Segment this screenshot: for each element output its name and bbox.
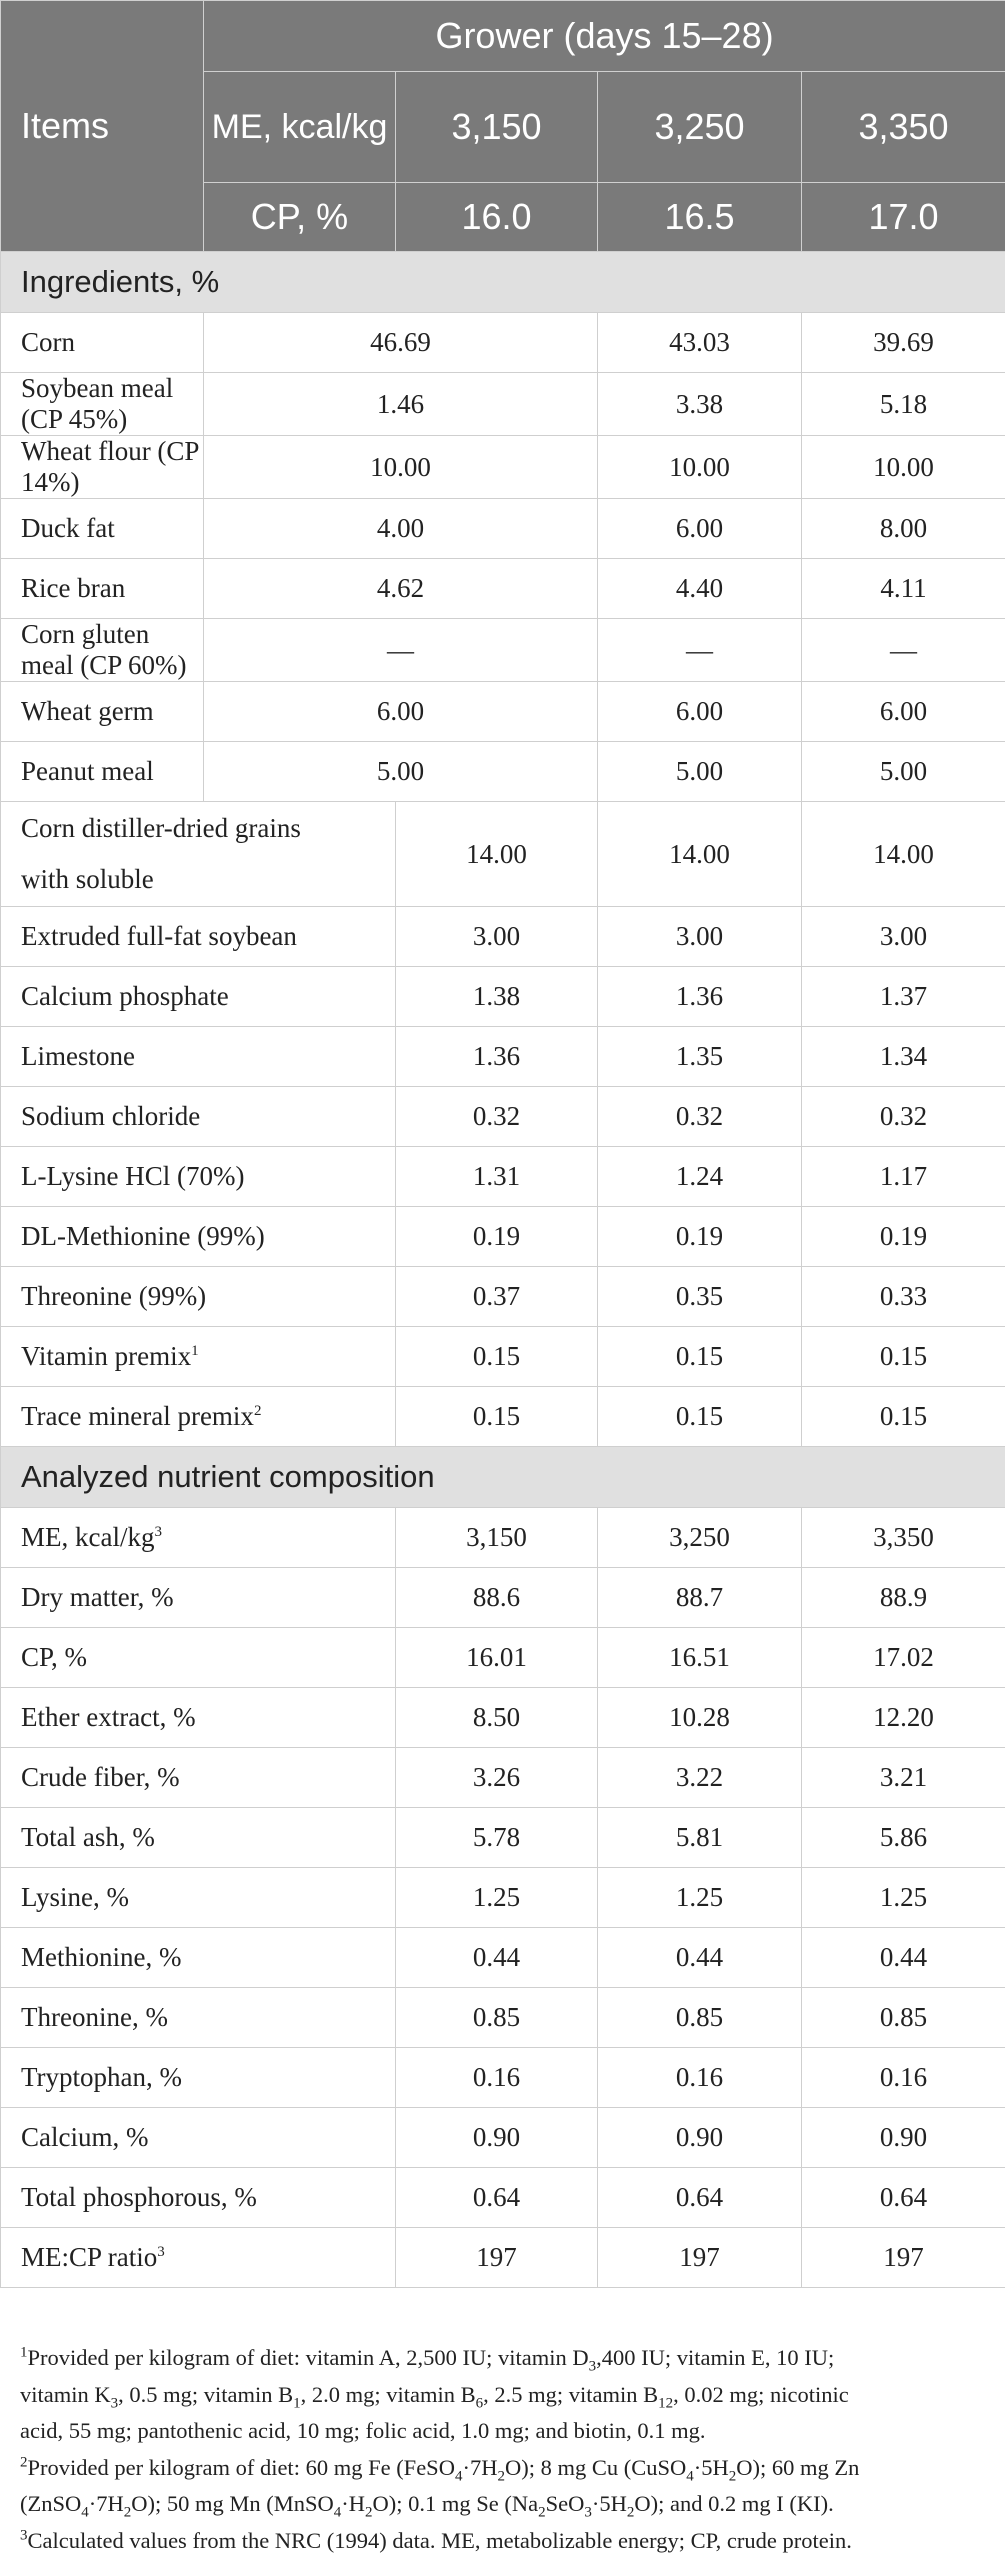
- table-row: [1, 2228, 1005, 2288]
- table-row: [1, 499, 1005, 559]
- row-value: 8.00: [802, 499, 1005, 559]
- row-label: DL-Methionine (99%): [1, 1207, 396, 1267]
- row-label: Tryptophan, %: [1, 2048, 396, 2108]
- row-value: 10.00: [204, 436, 598, 499]
- row-value: 0.64: [802, 2168, 1005, 2228]
- row-value: 1.31: [396, 1147, 598, 1207]
- row-value: 88.9: [802, 1568, 1005, 1628]
- row-value: 0.15: [802, 1327, 1005, 1387]
- row-label: Wheat flour (CP 14%): [1, 436, 204, 499]
- row-value: 0.19: [396, 1207, 598, 1267]
- me-header-value: 3,150: [396, 72, 598, 183]
- row-value: 0.16: [802, 2048, 1005, 2108]
- row-label: Lysine, %: [1, 1868, 396, 1928]
- footnote-sub: 2: [497, 2468, 505, 2484]
- table-row: [1, 2108, 1005, 2168]
- header-row-phase: [1, 1, 1005, 72]
- cp-header-label: CP, %: [204, 183, 396, 252]
- row-value: 0.16: [396, 2048, 598, 2108]
- row-value: 0.85: [598, 1988, 802, 2048]
- table-row: [1, 1508, 1005, 1568]
- row-value: 14.00: [598, 802, 802, 907]
- footnote-3: [20, 2523, 1005, 2560]
- footnote-text: Provided per kilogram of diet: 60 mg Fe (FeSO: [27, 2454, 455, 2480]
- row-value: 3.26: [396, 1748, 598, 1808]
- row-value: 43.03: [598, 313, 802, 373]
- table-row: [1, 1027, 1005, 1087]
- row-value: 1.37: [802, 967, 1005, 1027]
- table-row: [1, 1207, 1005, 1267]
- row-label-text: Trace mineral premix: [21, 1401, 254, 1431]
- table-row: [1, 802, 1005, 907]
- row-value: 0.64: [598, 2168, 802, 2228]
- footnote-2: [20, 2450, 1005, 2523]
- row-value: 3.21: [802, 1748, 1005, 1808]
- row-value: 3.00: [802, 907, 1005, 967]
- row-value: 5.78: [396, 1808, 598, 1868]
- footnote-sub: 12: [658, 2395, 674, 2411]
- row-label: Limestone: [1, 1027, 396, 1087]
- row-value: 8.50: [396, 1688, 598, 1748]
- row-label: Dry matter, %: [1, 1568, 396, 1628]
- footnote-text: acid, 55 mg; pantothenic acid, 10 mg; folic acid, 1.0 mg; and biotin, 0.1 mg.: [20, 2418, 706, 2443]
- footnote-sub: 4: [333, 2504, 342, 2521]
- footnote-text: SeO: [545, 2491, 585, 2516]
- row-value: 4.40: [598, 559, 802, 619]
- row-label: Corn gluten meal (CP 60%): [1, 619, 204, 682]
- items-header: Items: [1, 1, 204, 252]
- table-row: [1, 1868, 1005, 1928]
- footnote-marker: 3: [20, 2527, 28, 2543]
- footnote-sub: 3: [584, 2504, 592, 2521]
- table-row: [1, 1988, 1005, 2048]
- footnote-sub: 3: [110, 2395, 119, 2411]
- footnote-ref: 3: [154, 1524, 162, 1540]
- footnote-ref: 1: [191, 1343, 199, 1359]
- table-row: [1, 559, 1005, 619]
- footnote-sub: 4: [686, 2468, 694, 2484]
- row-value: 1.25: [598, 1868, 802, 1928]
- me-header-value: 3,350: [802, 72, 1005, 183]
- row-value: 4.00: [204, 499, 598, 559]
- row-label: Soybean meal (CP 45%): [1, 373, 204, 436]
- row-value: 88.7: [598, 1568, 802, 1628]
- row-value: 1.25: [396, 1868, 598, 1928]
- section-row-nutrients: [1, 1447, 1005, 1508]
- table-row: [1, 682, 1005, 742]
- row-value: 16.01: [396, 1628, 598, 1688]
- table-row: [1, 742, 1005, 802]
- row-value: —: [204, 619, 598, 682]
- row-value: 0.15: [598, 1327, 802, 1387]
- row-value: 0.90: [598, 2108, 802, 2168]
- row-value: 197: [396, 2228, 598, 2288]
- table-row: [1, 1808, 1005, 1868]
- row-label: Calcium phosphate: [1, 967, 396, 1027]
- row-value: 0.32: [396, 1087, 598, 1147]
- row-value: 88.6: [396, 1568, 598, 1628]
- footnote-text: vitamin K: [20, 2381, 111, 2407]
- table-row: [1, 619, 1005, 682]
- row-label-line: with soluble: [21, 864, 154, 894]
- table-row: [1, 313, 1005, 373]
- row-label-line: Corn distiller-dried grains: [21, 813, 301, 843]
- row-value: 5.18: [802, 373, 1005, 436]
- row-value: 3.38: [598, 373, 802, 436]
- phase-header: Grower (days 15–28): [204, 1, 1005, 72]
- row-value: 4.62: [204, 559, 598, 619]
- row-value: 197: [598, 2228, 802, 2288]
- row-value: 0.85: [396, 1988, 598, 2048]
- row-value: 0.15: [802, 1387, 1005, 1447]
- row-label: Ether extract, %: [1, 1688, 396, 1748]
- row-label: [1, 1508, 396, 1568]
- table-row: [1, 436, 1005, 499]
- row-label: Total phosphorous, %: [1, 2168, 396, 2228]
- row-value: 5.86: [802, 1808, 1005, 1868]
- table-footnotes: [0, 2340, 1005, 2559]
- row-value: 17.02: [802, 1628, 1005, 1688]
- row-value: 1.34: [802, 1027, 1005, 1087]
- table-row: [1, 1628, 1005, 1688]
- row-value: 3,150: [396, 1508, 598, 1568]
- table-row: [1, 967, 1005, 1027]
- row-value: 0.44: [598, 1928, 802, 1988]
- row-value: 0.15: [396, 1387, 598, 1447]
- row-label-text: ME:CP ratio: [21, 2242, 158, 2272]
- footnote-sub: 2: [728, 2468, 737, 2484]
- row-value: 0.44: [802, 1928, 1005, 1988]
- row-value: 1.17: [802, 1147, 1005, 1207]
- footnote-sub: 2: [626, 2504, 635, 2521]
- row-value: 0.90: [802, 2108, 1005, 2168]
- row-value: 0.44: [396, 1928, 598, 1988]
- row-label: Threonine, %: [1, 1988, 396, 2048]
- row-value: 39.69: [802, 313, 1005, 373]
- footnote-text: O); 60 mg Zn: [736, 2454, 860, 2480]
- footnote-ref: 3: [157, 2244, 165, 2260]
- row-value: 0.15: [598, 1387, 802, 1447]
- table-row: [1, 1327, 1005, 1387]
- row-value: 0.15: [396, 1327, 598, 1387]
- footnote-text: O); 0.1 mg Se (Na: [372, 2491, 539, 2516]
- footnote-marker: 2: [20, 2454, 28, 2470]
- row-value: 3,250: [598, 1508, 802, 1568]
- row-value: 3.00: [598, 907, 802, 967]
- section-row-ingredients: [1, 252, 1005, 313]
- row-value: 10.00: [598, 436, 802, 499]
- footnote-text: ·7H: [88, 2491, 124, 2516]
- footnote-1: [20, 2340, 1005, 2450]
- row-value: 12.20: [802, 1688, 1005, 1748]
- footnote-sub: 2: [123, 2504, 132, 2521]
- row-value: 1.36: [396, 1027, 598, 1087]
- row-value: 5.00: [204, 742, 598, 802]
- row-label: [1, 1387, 396, 1447]
- row-value: 10.28: [598, 1688, 802, 1748]
- row-label: Crude fiber, %: [1, 1748, 396, 1808]
- row-value: 0.37: [396, 1267, 598, 1327]
- row-label: Duck fat: [1, 499, 204, 559]
- row-value: 197: [802, 2228, 1005, 2288]
- footnote-text: O); 8 mg Cu (CuSO: [504, 2454, 687, 2480]
- row-value: 0.32: [598, 1087, 802, 1147]
- row-value: 3.22: [598, 1748, 802, 1808]
- footnote-text: O); and 0.2 mg I (KI).: [634, 2491, 834, 2516]
- row-value: 6.00: [598, 499, 802, 559]
- row-value: 1.38: [396, 967, 598, 1027]
- row-value: 0.35: [598, 1267, 802, 1327]
- footnote-text: , 0.5 mg; vitamin B: [118, 2381, 294, 2407]
- section-title-nutrients: Analyzed nutrient composition: [1, 1447, 1005, 1508]
- row-label: Sodium chloride: [1, 1087, 396, 1147]
- footnote-text: ·7H: [462, 2454, 498, 2480]
- cp-header-value: 16.0: [396, 183, 598, 252]
- cp-header-value: 16.5: [598, 183, 802, 252]
- row-label: Calcium, %: [1, 2108, 396, 2168]
- row-label: L-Lysine HCl (70%): [1, 1147, 396, 1207]
- row-value: —: [802, 619, 1005, 682]
- row-value: —: [598, 619, 802, 682]
- row-label: Extruded full-fat soybean: [1, 907, 396, 967]
- row-value: 5.81: [598, 1808, 802, 1868]
- footnote-text: Calculated values from the NRC (1994) data. ME, metabolizable energy; CP, crude protein.: [27, 2527, 852, 2553]
- footnote-text: ·5H: [591, 2491, 627, 2516]
- row-label: [1, 1327, 396, 1387]
- row-value: 16.51: [598, 1628, 802, 1688]
- row-label: Corn: [1, 313, 204, 373]
- footnote-sub: 2: [365, 2504, 373, 2521]
- footnote-sub: 6: [475, 2395, 484, 2411]
- footnote-sub: 4: [454, 2468, 463, 2484]
- row-label: Peanut meal: [1, 742, 204, 802]
- row-label: Wheat germ: [1, 682, 204, 742]
- section-title-ingredients: Ingredients, %: [1, 252, 1005, 313]
- footnote-text: O); 50 mg Mn (MnSO: [131, 2491, 334, 2516]
- row-value: 1.46: [204, 373, 598, 436]
- row-value: 1.24: [598, 1147, 802, 1207]
- row-value: 1.35: [598, 1027, 802, 1087]
- row-value: 6.00: [204, 682, 598, 742]
- row-label-text: ME, kcal/kg: [21, 1522, 155, 1552]
- row-value: 0.16: [598, 2048, 802, 2108]
- cp-header-value: 17.0: [802, 183, 1005, 252]
- footnote-text: Provided per kilogram of diet: vitamin A, 2,500 IU; vitamin D: [27, 2345, 589, 2370]
- table-row: [1, 2048, 1005, 2108]
- row-value: 1.25: [802, 1868, 1005, 1928]
- row-value: 0.32: [802, 1087, 1005, 1147]
- footnote-marker: 1: [20, 2344, 28, 2361]
- row-value: 14.00: [802, 802, 1005, 907]
- row-value: 3.00: [396, 907, 598, 967]
- row-value: 0.33: [802, 1267, 1005, 1327]
- row-value: 46.69: [204, 313, 598, 373]
- table-row: [1, 1087, 1005, 1147]
- row-value: 10.00: [802, 436, 1005, 499]
- table-row: [1, 373, 1005, 436]
- footnote-ref: 2: [253, 1403, 262, 1419]
- row-label: [1, 2228, 396, 2288]
- row-label: Total ash, %: [1, 1808, 396, 1868]
- row-value: 14.00: [396, 802, 598, 907]
- footnote-text: , 2.0 mg; vitamin B: [300, 2381, 476, 2407]
- table-row: [1, 2168, 1005, 2228]
- footnote-text: , 0.02 mg; nicotinic: [673, 2381, 849, 2407]
- row-value: 3,350: [802, 1508, 1005, 1568]
- table-row: [1, 1928, 1005, 1988]
- footnote-text: , 2.5 mg; vitamin B: [483, 2381, 659, 2407]
- table-row: [1, 1568, 1005, 1628]
- row-label: [1, 802, 396, 907]
- row-value: 0.64: [396, 2168, 598, 2228]
- footnote-text: ·H: [341, 2491, 366, 2516]
- footnote-sub: 3: [588, 2358, 597, 2375]
- row-label: Rice bran: [1, 559, 204, 619]
- row-value: 5.00: [598, 742, 802, 802]
- row-value: 6.00: [598, 682, 802, 742]
- row-value: 6.00: [802, 682, 1005, 742]
- row-value: 0.85: [802, 1988, 1005, 2048]
- table-row: [1, 1688, 1005, 1748]
- me-header-value: 3,250: [598, 72, 802, 183]
- table-row: [1, 907, 1005, 967]
- footnote-sub: 1: [293, 2395, 301, 2411]
- row-label: Threonine (99%): [1, 1267, 396, 1327]
- row-value: 5.00: [802, 742, 1005, 802]
- row-value: 0.90: [396, 2108, 598, 2168]
- footnote-sub: 2: [538, 2504, 546, 2521]
- footnote-text: (ZnSO: [20, 2491, 82, 2516]
- row-value: 4.11: [802, 559, 1005, 619]
- footnote-text: ,400 IU; vitamin E, 10 IU;: [596, 2345, 835, 2370]
- row-label-text: Vitamin premix: [21, 1341, 192, 1371]
- table-row: [1, 1748, 1005, 1808]
- table-row: [1, 1267, 1005, 1327]
- row-value: 0.19: [598, 1207, 802, 1267]
- row-value: 1.36: [598, 967, 802, 1027]
- footnote-sub: 4: [81, 2504, 89, 2521]
- row-label: Methionine, %: [1, 1928, 396, 1988]
- me-header-label: ME, kcal/kg: [204, 72, 396, 183]
- table-row: [1, 1387, 1005, 1447]
- table-row: [1, 1147, 1005, 1207]
- footnote-text: ·5H: [693, 2454, 729, 2480]
- row-value: 0.19: [802, 1207, 1005, 1267]
- row-label: CP, %: [1, 1628, 396, 1688]
